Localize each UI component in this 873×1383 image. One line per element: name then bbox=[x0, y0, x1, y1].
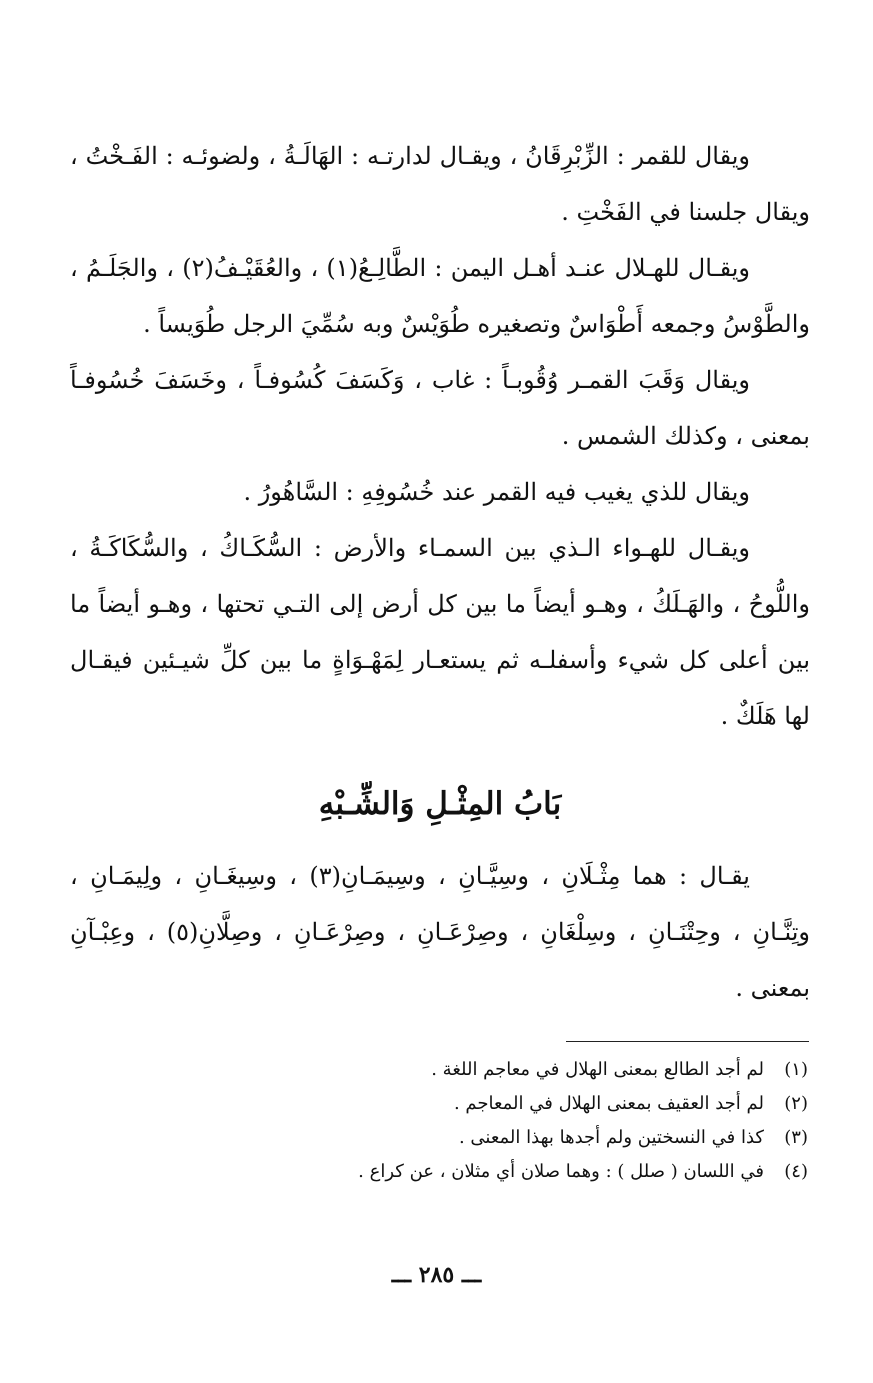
footnote-item bbox=[300, 1121, 808, 1155]
footnotes bbox=[300, 1053, 808, 1189]
paragraph-sahur: ويقال للذي يغيب فيه القمر عند خُسُوفِهِ : السَّاهُورُ . bbox=[243, 478, 750, 506]
page-number: ـــ ٢٨٥ ـــ bbox=[391, 1262, 482, 1288]
footnote-divider bbox=[566, 1041, 809, 1042]
footnote-number: (١) bbox=[784, 1059, 808, 1080]
footnote-number: (٢) bbox=[784, 1093, 808, 1114]
paragraph-air-between: ويقـال للهـواء الـذي بين السمـاء والأرض : السُّكَـاكُ ، والسُّكَاكَـةُ ، واللُّوحُ ، والهَـلَكُ ، وهـو أيضاً ما بين كل أرض إلى التـي تحتها ، وهـو أيضاً ما بين أعلى كل شيء وأسفلـه ثم يستعـار لِمَهْـوَاةٍ ما بين كلِّ شيـئين فيقـال لها هَلَكٌ . bbox=[70, 534, 810, 730]
paragraph-crescent-names: ويقـال للهـلال عنـد أهـل اليمن : الطَّالِـعُ(١) ، والعُقَيْـفُ(٢) ، والجَلَـمُ ، والطَّوْسُ وجمعه أَطْوَاسٌ وتصغيره طُوَيْسٌ وبه سُمِّيَ الرجل طُوَيساً . bbox=[70, 254, 810, 338]
footnote-text: لم أجد العقيف بمعنى الهلال في المعاجم . bbox=[453, 1093, 764, 1114]
footnote-text: في اللسان ( صلل ) : وهما صلان أي مثلان ، عن كراع . bbox=[358, 1161, 764, 1182]
footnote-item bbox=[300, 1087, 808, 1121]
page-body bbox=[70, 128, 810, 1016]
footnote-item bbox=[300, 1053, 808, 1087]
paragraph-moon-names: ويقال للقمر : الزِّبْرِقَانُ ، ويقـال لدارتـه : الهَالَـةُ ، ولضوئـه : الفَـخْتُ ، ويقال جلسنا في الفَخْتِ . bbox=[70, 142, 810, 226]
footnote-text: كذا في النسختين ولم أجدها بهذا المعنى . bbox=[458, 1127, 764, 1148]
footnote-number: (٤) bbox=[784, 1161, 808, 1182]
footnote-number: (٣) bbox=[784, 1127, 808, 1148]
section-heading: بَابُ المِثْـلِ وَالشِّـبْهِ bbox=[318, 786, 562, 822]
paragraph-similarity: يقـال : هما مِثْـلَانِ ، وسِيَّـانِ ، وسِيمَـانِ(٣) ، وسِيغَـانِ ، ولِيمَـانِ ، وتِنَّـانِ ، وحِتْنَـانِ ، وسِلْغَانِ ، وصِرْعَـانِ ، وصِرْعَـانِ ، وصِلَّانِ(٥) ، وعِبْـآنِ بمعنى . bbox=[70, 862, 810, 1002]
footnote-text: لم أجد الطالع بمعنى الهلال في معاجم اللغة . bbox=[431, 1059, 764, 1080]
footnote-item bbox=[300, 1155, 808, 1189]
paragraph-eclipse: ويقال وَقَبَ القمـر وُقُوبـاً : غاب ، وَكَسَفَ كُسُوفـاً ، وخَسَفَ خُسُوفـاً بمعنى ، وكذلك الشمس . bbox=[70, 366, 810, 450]
